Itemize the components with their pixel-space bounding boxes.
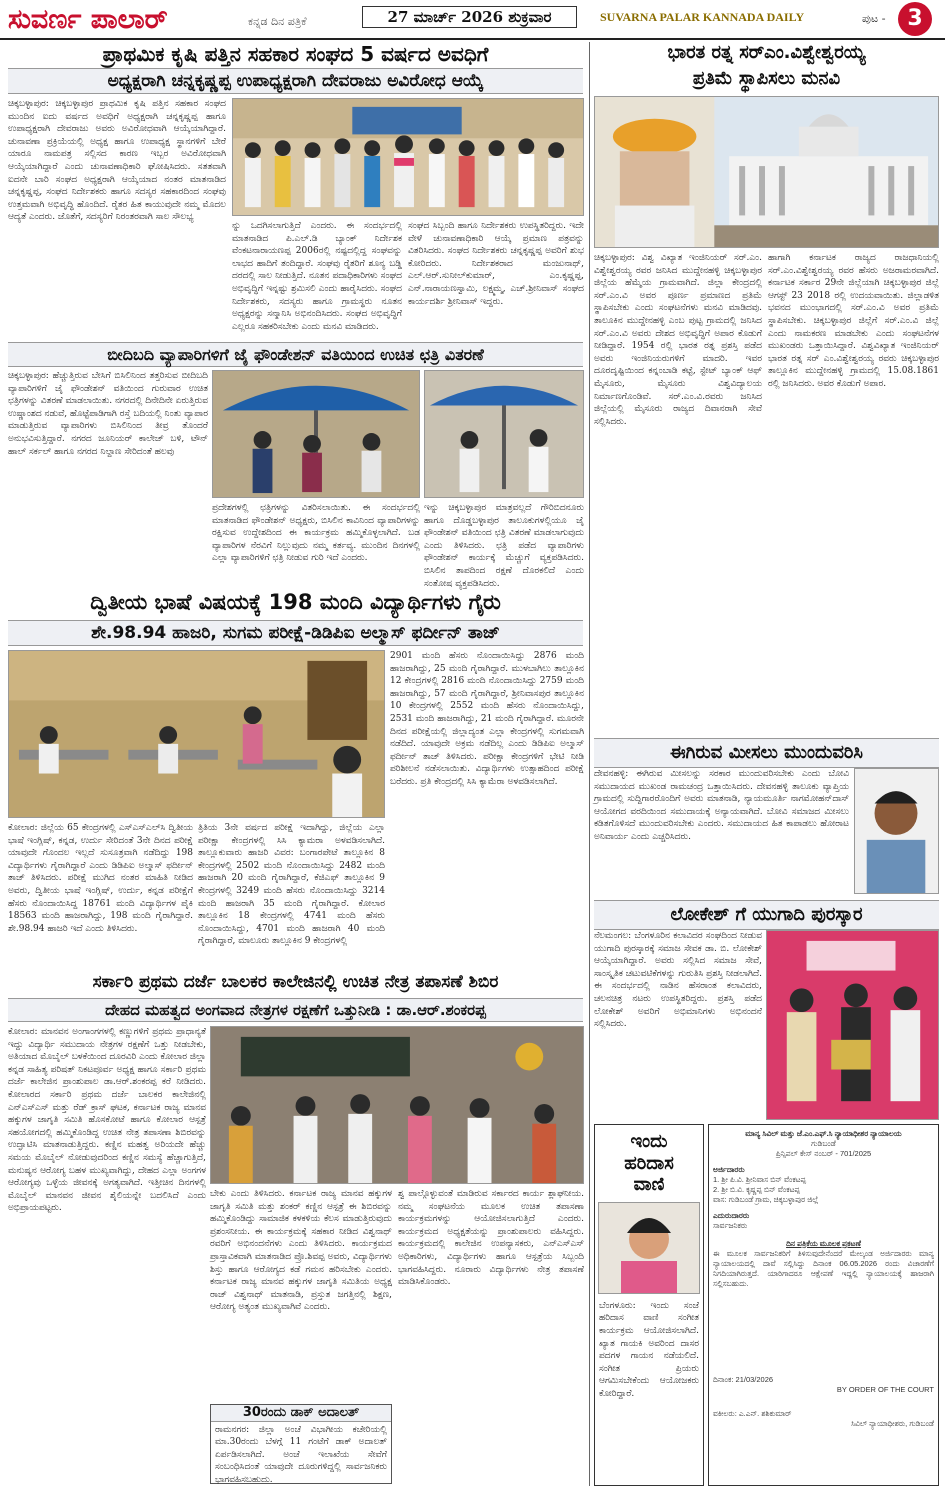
story3-right-col: 2901 ಮಂದಿ ಹೆಸರು ನೊಂದಾಯಿಸಿದ್ದು 2876 ಮಂದಿ ಹಾಜರಾಗಿದ್ದು, 25 ಮಂದಿ ಗೈರಾಗಿದ್ದಾರೆ. ಮುಳಬಾಗಿಲು ತಾಲ್ಲೂಕಿನ 12 ಕೇಂದ್ರಗಳಲ್ಲಿ 2816 ಮಂದಿ ನೊಂದಾಯಿಸಿದ್ದು 2759 ಮಂದಿ ಹಾಜರಾಗಿದ್ದು, 57 ಮಂದಿ ಗೈರಾಗಿದ್ದಾರೆ, ಶ್ರೀನಿವಾಸಪುರ ತಾಲ್ಲೂಕಿನ 10 ಕೇಂದ್ರಗಳಲ್ಲಿ 2552 ಮಂದಿ ಹೆಸರು ನೊಂದಾಯಿಸಿದ್ದು, 2531 ಮಂದಿ ಹಾಜರಾಗಿದ್ದು, 21 ಮಂದಿ ಗೈರಾಗಿದ್ದಾರೆ. ಮೂರನೇ ದಿನದ ಪರೀಕ್ಷೆಯಲ್ಲಿ ಜಿಲ್ಲಾದ್ಯಂತ ಎಲ್ಲಾ ಕೇಂದ್ರಗಳಲ್ಲಿ ಸುಗಮವಾಗಿ ನಡೆದಿದೆ. ಯಾವುದೇ ಅಕ್ರಮ ನಡೆದಿಲ್ಲ ಎಂದು ಡಿಡಿಪಿಐ ಅಲ್ಮಾಸ್ ಫರ್ದೀನ್ ತಾಜ್ ತಿಳಿಸಿದರು. ಪರೀಕ್ಷಾ ಕೇಂದ್ರಗಳಿಗೆ ಭೇಟಿ ನೀಡಿ ಪರಿಶೀಲನೆ ನಡೆಸಲಾಯಿತು. ವಿದ್ಯಾರ್ಥಿಗಳು ಉತ್ಸಾಹದಿಂದ ಪರೀಕ್ಷೆ ಬರೆದರು. ಪ್ರತಿ ಕೇಂದ್ರದಲ್ಲಿ ಸಿಸಿ ಕ್ಯಾಮೆರಾ ಅಳವಡಿಸಲಾಗಿದೆ. [390,651,584,787]
story3-bottom-col-1: ಕೋಲಾರ: ಜಿಲ್ಲೆಯ 65 ಕೇಂದ್ರಗಳಲ್ಲಿ ಎಸ್ಎಸ್ಎಲ್‌ಸಿ ದ್ವಿತೀಯ ಭಾಷೆ ಇಂಗ್ಲಿಷ್, ಕನ್ನಡ, ಉರ್ದು ಸೇರಿದಂತೆ 3ನೇ ದಿನದ ಪರೀಕ್ಷೆ ಯಾವುದೇ ಗೊಂದಲ ಇಲ್ಲದೆ ಸುಸೂತ್ರವಾಗಿ ನಡೆದಿದ್ದು 198 ವಿದ್ಯಾರ್ಥಿಗಳು ಗೈರಾಗಿದ್ದಾರೆ ಎಂದು ಡಿಡಿಪಿಐ ಅಲ್ಮಾಸ್ ಫರ್ದೀನ್ ತಾಜ್ ತಿಳಿಸಿದರು. ಪರೀಕ್ಷೆ ಮುಗಿದ ನಂತರ ಮಾಹಿತಿ ನೀಡಿದ ಅವರು, ದ್ವಿತೀಯ ಭಾಷೆ ಇಂಗ್ಲಿಷ್, ಉರ್ದು, ಕನ್ನಡ ಪರೀಕ್ಷೆಗೆ ಹೆಸರು ನೊಂದಾಯಿಸಿದ್ದ 18761 ಮಂದಿ ವಿದ್ಯಾರ್ಥಿಗಳ ಪೈಕಿ 18563 ಮಂದಿ ಹಾಜರಾಗಿದ್ದು, 198 ಮಂದಿ ಗೈರಾಗಿದ್ದಾರೆ. ಶೇ.98.94 ಹಾಜರಿ ಇದೆ ಎಂದು ತಿಳಿಸಿದರು. [8,823,193,934]
right-story1-headline-1: ಭಾರತ ರತ್ನ ಸರ್‌ಎಂ.ವಿಶ್ವೇಶ್ವರಯ್ಯ [667,42,866,63]
notice-petitioner-label: ಅರ್ಜಿದಾರರು [713,1165,745,1174]
notice-respondent-label: ಎದುರುದಾರರು [713,1211,750,1220]
ad-title-2: ಹರಿದಾಸ [624,1152,674,1174]
story4-photo-lamp-lighting [210,1026,584,1184]
right-story3-body: ನೆಲಮಂಗಲ: ಬೆಂಗಳೂರಿನ ಕಲಾವಿದರ ಸಂಘದಿಂದ ನೀಡುವ ಯುಗಾದಿ ಪುರಸ್ಕಾರಕ್ಕೆ ಸಮಾಜ ಸೇವಕ ಡಾ. ಬಿ. ಲೋಕೇಶ್ ಆಯ್ಕೆಯಾಗಿದ್ದಾರೆ. ಅವರು ಸಲ್ಲಿಸಿದ ಸಮಾಜ ಸೇವೆ, ಸಾಂಸ್ಕೃತಿಕ ಚಟುವಟಿಕೆಗಳನ್ನು ಗುರುತಿಸಿ ಪ್ರಶಸ್ತಿ ನೀಡಲಾಗಿದೆ. ಈ ಸಂದರ್ಭದಲ್ಲಿ ನಾಡಿನ ಹೆಸರಾಂತ ಕಲಾವಿದರು, ಚಲನಚಿತ್ರ ನಟರು ಉಪಸ್ಥಿತರಿದ್ದರು. ಪ್ರಶಸ್ತಿ ಪಡೆದ ಲೋಕೇಶ್ ಅವರಿಗೆ ಅಭಿಮಾನಿಗಳು ಅಭಿನಂದನೆ ಸಲ್ಲಿಸಿದರು. [594,931,762,1030]
notice-court: ಮಾನ್ಯ ಸಿವಿಲ್ ಮತ್ತು ಜೆ.ಎಂ.ಎಫ್.ಸಿ ನ್ಯಾಯಾಧೀಶರ ನ್ಯಾಯಾಲಯ [745,1129,902,1138]
story4-col-2: ಬೇಕು ಎಂದು ತಿಳಿಸಿದರು. ಕರ್ನಾಟಕ ರಾಜ್ಯ ಮಾನವ ಹಕ್ಕುಗಳ ಜಾಗೃತಿ ಸಮಿತಿ ಮತ್ತು ಶಂಕರ್ ಕಣ್ಣಿನ ಆಸ್ಪತ್ರೆ ಈ ಶಿಬಿರವನ್ನು ಹಮ್ಮಿಕೊಂಡಿದ್ದು ಸಾಮಾಜಿಕ ಕಳಕಳಿಯ ಕೆಲಸ ಮಾಡುತ್ತಿರುವುದು ಪ್ರಶಂಸನೀಯ. ಈ ಕಾರ್ಯಕ್ರಮಕ್ಕೆ ಸಹಕಾರ ನೀಡಿದ ವಿಶ್ವನಾಥ್ ರವರಿಗೆ ಅಭಿನಂದನೆಗಳು ಎಂದು ತಿಳಿಸಿದರು. ಕಾರ್ಯಕ್ರಮದ ಪ್ರಾಸ್ತಾವಿಕವಾಗಿ ಮಾತನಾಡಿದ ಪ್ರೊ.ಶಿವಪ್ಪ ಅವರು, ವಿದ್ಯಾರ್ಥಿಗಳು ಶಿಸ್ತು ಹಾಗೂ ಆರೋಗ್ಯದ ಕಡೆ ಗಮನ ಹರಿಸಬೇಕು ಎಂದರು. ಕರ್ನಾಟಕ ರಾಜ್ಯ ಮಾನವ ಹಕ್ಕುಗಳ ಜಾಗೃತಿ ಸಮಿತಿಯ ಅಧ್ಯಕ್ಷ ರಾಜ್ ವಿಶ್ವನಾಥ್ ಮಾತನಾಡಿ, ಪ್ರಸ್ತುತ ಜಗತ್ತಿನಲ್ಲಿ ಶಿಕ್ಷಣ, ಆರೋಗ್ಯ ಅತ್ಯಂತ ಮುಖ್ಯವಾಗಿವೆ ಎಂದರು. [210,1189,392,1313]
right-story2-portrait [854,768,939,894]
story2-photo-2 [424,370,584,498]
legal-notice [708,1124,939,1486]
story4-col-1: ಕೋಲಾರ: ಮಾನವನ ಅಂಗಾಂಗಗಳಲ್ಲಿ ಕಣ್ಣುಗಳಿಗೆ ಪ್ರಥಮ ಪ್ರಾಧಾನ್ಯತೆ ಇದ್ದು ವಿದ್ಯಾರ್ಥಿ ಸಮುದಾಯ ನೇತ್ರಗಳ ರಕ್ಷಣೆಗೆ ಒತ್ತು ನೀಡಬೇಕು, ಅತಿಯಾದ ಮೊಬೈಲ್ ಬಳಕೆಯಿಂದ ದೂರವಿರಿ ಎಂದು ಕೋಲಾರ ಜಿಲ್ಲಾ ಕನ್ನಡ ಸಾಹಿತ್ಯ ಪರಿಷತ್ ನಿಕಟಪೂರ್ವ ಅಧ್ಯಕ್ಷ ಹಾಗೂ ಸರ್ಕಾರಿ ಪ್ರಥಮ ದರ್ಜೆ ಕಾಲೇಜಿನ ಪ್ರಾಂಶುಪಾಲ ಡಾ.ಆರ್.ಶಂಕರಪ್ಪ ಕರೆ ನೀಡಿದರು. ಕೋಲಾರದ ಸರ್ಕಾರಿ ಪ್ರಥಮ ದರ್ಜೆ ಬಾಲಕರ ಕಾಲೇಜಿನಲ್ಲಿ ಎನ್‌ಎಸ್‌ಎಸ್ ಮತ್ತು ರೆಡ್ ಕ್ರಾಸ್ ಘಟಕ, ಕರ್ನಾಟಕ ರಾಜ್ಯ ಮಾನವ ಹಕ್ಕುಗಳ ಜಾಗೃತಿ ಸಮಿತಿ ಹೊಸಕೋಟೆ ಹಾಗೂ ಕೋಲಾರ ಆಸ್ಪತ್ರೆ ಸಹಯೋಗದಲ್ಲಿ ಹಮ್ಮಿಕೊಂಡಿದ್ದ ಉಚಿತ ನೇತ್ರ ತಪಾಸಣಾ ಶಿಬಿರವನ್ನು ಉದ್ಘಾಟಿಸಿ ಮಾತನಾಡುತ್ತಿದ್ದರು. ಕಣ್ಣಿನ ಮಹತ್ವ ಅರಿಯದೇ ಹೆಚ್ಚು ಸಮಯ ಮೊಬೈಲ್ ನೋಡುವುದರಿಂದ ಕಣ್ಣಿನ ಸಮಸ್ಯೆ ಹೆಚ್ಚಾಗುತ್ತಿದೆ, ಮನುಷ್ಯನ ಆರೋಗ್ಯ ಬಹಳ ಮುಖ್ಯವಾಗಿದ್ದು, ದೇಹದ ಎಲ್ಲಾ ಅಂಗಗಳ ಆರೋಗ್ಯವು ಒಳ್ಳೆಯ ಜೀವನಕ್ಕೆ ಅಗತ್ಯವಾಗಿದೆ. ಇತ್ತೀಚಿನ ದಿನಗಳಲ್ಲಿ ಮೊಬೈಲ್ ಮಾನವನ ಜೀವನ ಶೈಲಿಯನ್ನೇ ಬದಲಿಸಿದೆ ಎಂದು ಅಭಿಪ್ರಾಯಪಟ್ಟರು. [8,1027,206,1214]
notice-petitioner-2: 2. ಶ್ರೀ ಬಿ.ವಿ. ಕೃಷ್ಣಪ್ಪ ಬಿನ್ ವೆಂಕಟಪ್ಪ [713,1185,800,1194]
visvesvaraya-vidhana-soudha-photo [594,96,939,248]
story1-headline-2: ಅಧ್ಯಕ್ಷರಾಗಿ ಚನ್ನಕೃಷ್ಣಪ್ಪ ಉಪಾಧ್ಯಕ್ಷರಾಗಿ ದೇವರಾಜು ಅವಿರೋಧ ಆಯ್ಕೆ [8,68,583,94]
notice-address: ವಾಸ: ಗುಡಿಬಂಡೆ ಗ್ರಾಮ, ಚಿಕ್ಕಬಳ್ಳಾಪುರ ಜಿಲ್ಲೆ [713,1195,819,1204]
ad-title-1: ಇಂದು [630,1131,668,1152]
story1-col-3: ಸಂಘದ ಸಿಬ್ಬಂದಿ ಹಾಗೂ ನಿರ್ದೇಶಕರು ಉಪಸ್ಥಿತರಿದ್ದರು. ಇದೇ ವೇಳೆ ಚುನಾವಣಾಧಿಕಾರಿ ಆಯ್ಕೆ ಪ್ರಮಾಣ ಪತ್ರವನ್ನು ವಿತರಿಸಿದರು. ಸಂಘದ ನಿರ್ದೇಶಕರು ಚನ್ನಕೃಷ್ಣಪ್ಪ ಅವರಿಗೆ ಶುಭ ಕೋರಿದರು. ನಿರ್ದೇಶಕರಾದ ಮಂಜುನಾಥ್, ಎಲ್.ಆರ್.ಸುನೀಲ್‌ಕುಮಾರ್, ಎಂ.ಕೃಷ್ಣಪ್ಪ, ಎನ್.ನಾರಾಯಣಸ್ವಾಮಿ, ಲಕ್ಷ್ಮಮ್ಮ, ಎಚ್.ಶ್ರೀನಿವಾಸ್ ಸಂಘದ ಕಾರ್ಯದರ್ಶಿ ಶ್ರೀನಿವಾಸ್ ಇದ್ದರು. [408,221,584,307]
brand-title: ಸುವರ್ಣ ಪಾಲಾರ್ [8,4,168,35]
right-story1-col-2: ಹಾಗಾಗಿ ಕರ್ನಾಟಕ ರಾಜ್ಯದ ರಾಜಧಾನಿಯಲ್ಲಿ ಸರ್.ಎಂ.ವಿಶ್ವೇಶ್ವರಯ್ಯ ರವರ ಹೆಸರು ಅಜರಾಮರವಾಗಿದೆ. ಕರ್ನಾಟಕ ಸರ್ಕಾರ 29ನೇ ಜಿಲ್ಲೆಯಾಗಿ ಚಿಕ್ಕಬಳ್ಳಾಪುರ ಜಿಲ್ಲೆ ಆಗಸ್ಟ್ 23 2018 ರಲ್ಲಿ ಉದಯವಾಯಿತು. ಜಿಲ್ಲಾಡಳಿತ ಭವನದ ಮುಂಭಾಗದಲ್ಲಿ ಸರ್.ಎಂ.ವಿ ಅವರ ಪ್ರತಿಮೆ ಸ್ಥಾಪಿಸಬೇಕು. ಚಿಕ್ಕಬಳ್ಳಾಪುರ ಜಿಲ್ಲೆಗೆ ಸರ್.ಎಂ.ವಿ ಜಿಲ್ಲೆ ಎಂದು ನಾಮಕರಣ ಮಾಡಬೇಕು ಎಂದು ಸಂಘಟನೆಗಳ ಮುಖಂಡರು ಒತ್ತಾಯಿಸಿದ್ದಾರೆ. ವಿಶ್ವವಿಖ್ಯಾತ ಇಂಜಿನಿಯರ್ ಭಾರತ ರತ್ನ ಸರ್ ಎಂ.ವಿಶ್ವೇಶ್ವರಯ್ಯ ರವರು ಚಿಕ್ಕಬಳ್ಳಾಪುರ ತಾಲ್ಲೂಕಿನ ಮುದ್ದೇನಹಳ್ಳಿ ಗ್ರಾಮದಲ್ಲಿ 15.08.1861 ರಲ್ಲಿ ಜನಿಸಿದರು. ಅವರ ಕೊಡುಗೆ ಅಪಾರ. [768,253,939,389]
page-number: 3 [898,2,932,36]
right-story2-body: ದೇವನಹಳ್ಳಿ: ಈಗಿರುವ ಮೀಸಲನ್ನು ಸರಕಾರ ಮುಂದುವರಿಸಬೇಕು ಎಂದು ಬೋವಿ ಸಮುದಾಯದ ಮುಖಂಡ ರಾಮಚಂದ್ರ ಒತ್ತಾಯಿಸಿದರು. ದೇವನಹಳ್ಳಿ ತಾಲೂಕು ವ್ಯಾಪ್ತಿಯ ಗ್ರಾಮದಲ್ಲಿ ಸುದ್ದಿಗಾರರೊಂದಿಗೆ ಅವರು ಮಾತನಾಡಿ, ನ್ಯಾಯಮೂರ್ತಿ ನಾಗಮೋಹನ್‌ದಾಸ್ ಆಯೋಗದ ವರದಿಯಿಂದ ಸಮುದಾಯಕ್ಕೆ ಅನ್ಯಾಯವಾಗಿದೆ. ಬೋವಿ ಸಮಾಜದ ಮೀಸಲು ಕಡಿತಗೊಳಿಸದೆ ಮುಂದುವರಿಸಬೇಕು ಎಂದರು. ಸಮುದಾಯದ ಹಿತ ಕಾಪಾಡಲು ಹೋರಾಟ ಅನಿವಾರ್ಯ ಎಂದು ಎಚ್ಚರಿಸಿದರು. [594,769,849,842]
notice-advocate: ವಕೀಲರು: ಎ.ಎನ್. ಶಶಿಕುಮಾರ್ [713,1409,792,1418]
notice-date: ದಿನಾಂಕ: 21/03/2026 [713,1375,774,1384]
story1-col-1: ಚಿಕ್ಕಬಳ್ಳಾಪುರ: ಚಿಕ್ಕಬಳ್ಳಾಪುರ ಪ್ರಾಥಮಿಕ ಕೃಷಿ ಪತ್ತಿನ ಸಹಕಾರ ಸಂಘದ ಮುಂದಿನ ಐದು ವರ್ಷದ ಅವಧಿಗೆ ಅಧ್ಯಕ್ಷರಾಗಿ ಚನ್ನಕೃಷ್ಣಪ್ಪ ಹಾಗೂ ಉಪಾಧ್ಯಕ್ಷರಾಗಿ ದೇವರಾಜು ಅವರು ಅವಿರೋಧವಾಗಿ ಆಯ್ಕೆಯಾಗಿದ್ದಾರೆ. ಚುನಾವಣಾ ಪ್ರಕ್ರಿಯೆಯಲ್ಲಿ ಅಧ್ಯಕ್ಷ ಹಾಗೂ ಉಪಾಧ್ಯಕ್ಷ ಸ್ಥಾನಗಳಿಗೆ ಬೇರೆ ಯಾರೂ ನಾಮಪತ್ರ ಸಲ್ಲಿಸದ ಕಾರಣ ಇಬ್ಬರ ಅವಿರೋಧವಾಗಿ ಆಯ್ಕೆಯಾಗಿದ್ದಾರೆ ಎಂದು ಚುನಾವಣಾಧಿಕಾರಿ ಘೋಷಿಸಿದರು. ಸತತವಾಗಿ ಐದನೇ ಬಾರಿ ಸಂಘದ ಅಧ್ಯಕ್ಷರಾಗಿ ಆಯ್ಕೆಯಾದ ನಂತರ ಮಾತನಾಡಿದ ಚನ್ನಕೃಷ್ಣಪ್ಪ, ಸಂಘದ ನಿರ್ದೇಶಕರು ಹಾಗೂ ಸದಸ್ಯರ ಸಹಕಾರದಿಂದ ಸಂಘವು ಉತ್ತಮವಾಗಿ ಅಭಿವೃದ್ಧಿ ಹೊಂದಿದೆ. ರೈತರ ಹಿತ ಕಾಯುವುದೇ ನಮ್ಮ ಮೊದಲ ಆದ್ಯತೆ ಎಂದರು. ಜೊತೆಗೆ, ಸದಸ್ಯರಿಗೆ ನಿರಂತರವಾಗಿ ಸಾಲ ಸೌಲಭ್ಯ [8,99,226,223]
story4-headline-2: ದೇಹದ ಮಹತ್ವದ ಅಂಗವಾದ ನೇತ್ರಗಳ ರಕ್ಷಣೆಗೆ ಒತ್ತುನೀಡಿ : ಡಾ.ಆರ್.ಶಂಕರಪ್ಪ [8,998,583,1022]
story4-col-3: ಶ್ವ ಪಾಲ್ಗೊಳ್ಳುವಂತೆ ಮಾಡಿರುವ ಸರ್ಕಾರದ ಕಾರ್ಯ ಶ್ಲಾಘನೀಯ. ನಮ್ಮ ಸಂಘಟನೆಯ ಮೂಲಕ ಉಚಿತ ತಪಾಸಣಾ ಕಾರ್ಯಕ್ರಮಗಳನ್ನು ಆಯೋಜಿಸಲಾಗುತ್ತಿದೆ ಎಂದರು. ಕಾರ್ಯಕ್ರಮದ ಅಧ್ಯಕ್ಷತೆಯನ್ನು ಪ್ರಾಂಶುಪಾಲರು ವಹಿಸಿದ್ದರು. ಕಾರ್ಯಕ್ರಮದಲ್ಲಿ ಕಾಲೇಜಿನ ಉಪನ್ಯಾಸಕರು, ಎನ್‌ಎಸ್‌ಎಸ್ ಅಧಿಕಾರಿಗಳು, ವಿದ್ಯಾರ್ಥಿಗಳು ಹಾಗೂ ಆಸ್ಪತ್ರೆಯ ಸಿಬ್ಬಂದಿ ಭಾಗವಹಿಸಿದ್ದರು. ನೂರಾರು ವಿದ್ಯಾರ್ಥಿಗಳು ನೇತ್ರ ತಪಾಸಣೆ ಮಾಡಿಸಿಕೊಂಡರು. [398,1189,584,1288]
paper-name-en: SUVARNA PALAR KANNADA DAILY [600,10,805,24]
right-story2-headline: ಈಗಿರುವ ಮೀಸಲು ಮುಂದುವರಿಸಿ [594,738,939,768]
page-label: ಪುಟ - [862,12,886,25]
story3-headline-2: ಶೇ.98.94 ಹಾಜರಿ, ಸುಗಮ ಪರೀಕ್ಷೆ-ಡಿಡಿಪಿಐ ಅಲ್ಮಾಸ್ ಫರ್ದೀನ್ ತಾಜ್ [8,620,583,646]
story2-col-1: ಚಿಕ್ಕಬಳ್ಳಾಪುರ: ಹೆಚ್ಚುತ್ತಿರುವ ಬೇಸಿಗೆ ಬಿಸಿಲಿನಿಂದ ತತ್ತರಿಸುವ ಬೀದಿಬದಿ ವ್ಯಾಪಾರಿಗಳಿಗೆ ಜೈ ಫೌಂಡೇಶನ್ ವತಿಯಿಂದ ಗುರುವಾರ ಉಚಿತ ಛತ್ರಿಗಳನ್ನು ವಿತರಣೆ ಮಾಡಲಾಯಿತು. ನಗರದಲ್ಲಿ ದಿನೇದಿನೇ ಏರುತ್ತಿರುವ ಉಷ್ಣಾಂಶದ ನಡುವೆ, ಹೊಟ್ಟೆಪಾಡಿಗಾಗಿ ರಸ್ತೆ ಬದಿಯಲ್ಲಿ ನಿಂತು ವ್ಯಾಪಾರ ಮಾಡುತ್ತಿರುವ ವ್ಯಾಪಾರಿಗಳು ಬಿಸಿಲಿನಿಂದ ತೀವ್ರ ತೊಂದರೆ ಅನುಭವಿಸುತ್ತಿದ್ದಾರೆ. ನಗರದ ಜೂನಿಯರ್ ಕಾಲೇಜ್ ಬಳಿ, ಟೌನ್ ಹಾಲ್ ಸರ್ಕಲ್ ಹಾಗೂ ನಗರದ ನಿಲ್ದಾಣ ಸೇರಿದಂತೆ ಹಲವು [8,371,208,457]
story1-headline-1: ಪ್ರಾಥಮಿಕ ಕೃಷಿ ಪತ್ತಿನ ಸಹಕಾರ ಸಂಘದ 5 ವರ್ಷದ ಅವಧಿಗೆ [102,42,489,66]
notice-petitioner-1: 1. ಶ್ರೀ ಪಿ.ವಿ. ಶ್ರೀನಿವಾಸ ಬಿನ್ ವೆಂಕಟಪ್ಪ [713,1175,807,1184]
story3-bottom-col-2: ತ್ರಿತಿಯ 3ನೇ ವರ್ಷದ ಪರೀಕ್ಷೆ ಇದಾಗಿದ್ದು, ಜಿಲ್ಲೆಯ ಎಲ್ಲಾ ಪರೀಕ್ಷಾ ಕೇಂದ್ರಗಳಲ್ಲಿ ಸಿಸಿ ಕ್ಯಾಮರಾ ಅಳವಡಿಸಲಾಗಿದೆ. ತಾಲ್ಲೂಕುವಾರು ಹಾಜರಿ ವಿವರ: ಬಂಗಾರಪೇಟೆ ತಾಲ್ಲೂಕಿನ 8 ಕೇಂದ್ರಗಳಲ್ಲಿ 2502 ಮಂದಿ ನೊಂದಾಯಿಸಿದ್ದು 2482 ಮಂದಿ ಹಾಜರಾಗಿ 20 ಮಂದಿ ಗೈರಾಗಿದ್ದಾರೆ, ಕೆಜಿಎಫ್ ತಾಲ್ಲೂಕಿನ 9 ಕೇಂದ್ರಗಳಲ್ಲಿ 3249 ಮಂದಿ ಹೆಸರು ನೊಂದಾಯಿಸಿದ್ದು 3214 ಮಂದಿ ಹಾಜರಾಗಿ 35 ಮಂದಿ ಗೈರಾಗಿದ್ದಾರೆ. ಕೋಲಾರ ತಾಲ್ಲೂಕಿನ 18 ಕೇಂದ್ರಗಳಲ್ಲಿ 4741 ಮಂದಿ ಹೆಸರು ನೊಂದಾಯಿಸಿದ್ದು, 4701 ಮಂದಿ ಹಾಜರಾಗಿ 40 ಮಂದಿ ಗೈರಾಗಿದ್ದಾರೆ, ಮಾಲೂರು ತಾಲ್ಲೂಕಿನ 9 ಕೇಂದ್ರಗಳಲ್ಲಿ [198,823,385,947]
dateline: 27 ಮಾರ್ಚ್ 2026 ಶುಕ್ರವಾರ [362,6,577,28]
notice-signature: ಸಿವಿಲ್ ನ್ಯಾಯಾಧೀಶರು, ಗುಡಿಬಂಡೆ [850,1419,934,1428]
right-story3-headline: ಲೋಕೇಶ್ ಗೆ ಯುಗಾದಿ ಪುರಸ್ಕಾರ [594,900,939,930]
notice-case-no: ಪ್ರಿನ್ಸಿಪಲ್ ಕೇಸ್ ನಂಬರ್ - 701/2025 [775,1149,872,1158]
story2-col-3: ಇನ್ನು ಚಿಕ್ಕಬಳ್ಳಾಪುರ ಮಾತ್ರವಲ್ಲದೆ ಗೌರಿಬಿದನೂರು ಹಾಗೂ ದೊಡ್ಡಬಳ್ಳಾಪುರ ತಾಲೂಕುಗಳಲ್ಲಿಯೂ ಜೈ ಫೌಂಡೇಶನ್ ವತಿಯಿಂದ ಛತ್ರಿ ವಿತರಣೆ ಮಾಡಲಾಗುವುದು ಎಂದು ತಿಳಿಸಿದರು. ಛತ್ರಿ ಪಡೆದ ವ್ಯಾಪಾರಿಗಳು ಫೌಂಡೇಶನ್ ಕಾರ್ಯಕ್ಕೆ ಮೆಚ್ಚುಗೆ ವ್ಯಕ್ತಪಡಿಸಿದರು. ಬಿಸಿಲಿನ ತಾಪದಿಂದ ರಕ್ಷಣೆ ದೊರಕಲಿದೆ ಎಂದು ಸಂತೋಷ ವ್ಯಕ್ತಪಡಿಸಿದರು. [424,503,584,589]
dak-adalat-body: ರಾಮನಗರ: ಜಿಲ್ಲಾ ಅಂಚೆ ವಿಭಾಗೀಯ ಕಚೇರಿಯಲ್ಲಿ ಮಾ.30ರಂದು ಬೆಳಗ್ಗೆ 11 ಗಂಟೆಗೆ ಡಾಕ್ ಅದಾಲತ್ ಏರ್ಪಡಿಸಲಾಗಿದೆ. ಅಂಚೆ ಇಲಾಖೆಯ ಸೇವೆಗೆ ಸಂಬಂಧಿಸಿದಂತೆ ಯಾವುದೇ ದೂರುಗಳಿದ್ದಲ್ಲಿ ಸಾರ್ವಜನಿಕರು ಭಾಗವಹಿಸಬಹುದು. [215,1424,387,1485]
notice-order: BY ORDER OF THE COURT [836,1385,934,1394]
column-divider [589,42,590,1486]
story2-col-2: ಪ್ರದೇಶಗಳಲ್ಲಿ ಛತ್ರಿಗಳನ್ನು ವಿತರಿಸಲಾಯಿತು. ಈ ಸಂದರ್ಭದಲ್ಲಿ ಮಾತನಾಡಿದ ಫೌಂಡೇಶನ್ ಅಧ್ಯಕ್ಷರು, ಬಿಸಿಲಿನ ಕಾವಿನಿಂದ ವ್ಯಾಪಾರಿಗಳನ್ನು ರಕ್ಷಿಸುವ ಉದ್ದೇಶದಿಂದ ಈ ಕಾರ್ಯಕ್ರಮ ಹಮ್ಮಿಕೊಳ್ಳಲಾಗಿದೆ. ಬಡ ವ್ಯಾಪಾರಿಗಳ ನೆರವಿಗೆ ನಿಲ್ಲುವುದು ನಮ್ಮ ಕರ್ತವ್ಯ. ಮುಂದಿನ ದಿನಗಳಲ್ಲಿ ಎಲ್ಲಾ ವ್ಯಾಪಾರಿಗಳಿಗೆ ಛತ್ರಿ ನೀಡುವ ಗುರಿ ಇದೆ ಎಂದರು. [212,503,420,564]
dak-adalat-box [210,1404,392,1484]
story3-photo-exam-hall [8,650,385,818]
masthead [0,0,945,40]
ad-title-3: ವಾಣಿ [633,1174,665,1196]
story1-photo-group [232,98,584,216]
tagline: ಕನ್ನಡ ದಿನ ಪತ್ರಿಕೆ [248,15,307,28]
notice-place: ಗುಡಿಬಂಡೆ [811,1139,836,1148]
haridasa-vani-ad [594,1124,704,1486]
right-story1-col-1: ಚಿಕ್ಕಬಳ್ಳಾಪುರ: ವಿಶ್ವ ವಿಖ್ಯಾತ ಇಂಜಿನಿಯರ್ ಸರ್.ಎಂ. ವಿಶ್ವೇಶ್ವರಯ್ಯ ರವರ ಜನಿಸಿದ ಮುದ್ದೇನಹಳ್ಳಿ ಚಿಕ್ಕಬಳ್ಳಾಪುರ ಜಿಲ್ಲೆಯ ಹೆಮ್ಮೆಯ ಗ್ರಾಮವಾಗಿದೆ. ಜಿಲ್ಲಾ ಕೇಂದ್ರದಲ್ಲಿ ಸರ್.ಎಂ.ವಿ ಅವರ ಪೂರ್ಣ ಪ್ರಮಾಣದ ಪ್ರತಿಮೆ ಸ್ಥಾಪಿಸಬೇಕು ಎಂದು ಸಂಘಟನೆಗಳು ಮನವಿ ಮಾಡಿದವು. ತಾಲೂಕಿನ ಮುದ್ದೇನಹಳ್ಳಿ ಎಂಬ ಪುಟ್ಟ ಗ್ರಾಮದಲ್ಲಿ ಜನಿಸಿದ ಸರ್.ಎಂ.ವಿ ಅವರು ದೇಶದ ಅಭಿವೃದ್ಧಿಗೆ ಅಪಾರ ಕೊಡುಗೆ ನೀಡಿದ್ದಾರೆ. 1954 ರಲ್ಲಿ ಭಾರತ ರತ್ನ ಪ್ರಶಸ್ತಿ ಪಡೆದ ಅವರು ಇಂಜಿನಿಯರುಗಳಿಗೆ ಮಾದರಿ. ಇವರ ದೂರದೃಷ್ಟಿಯಿಂದ ಕನ್ನಂಬಾಡಿ ಕಟ್ಟೆ, ಸ್ಟೇಟ್ ಬ್ಯಾಂಕ್ ಆಫ್ ಮೈಸೂರು, ಮೈಸೂರು ವಿಶ್ವವಿದ್ಯಾಲಯ ನಿರ್ಮಾಣಗೊಂಡಿವೆ. ಸರ್.ಎಂ.ವಿ.ರವರು ಜನಿಸಿದ ಜಿಲ್ಲೆಯಲ್ಲಿ ಮೈಸೂರು ರಾಜ್ಯದ ದಿವಾನರಾಗಿ ಸೇವೆ ಸಲ್ಲಿಸಿದರು. [594,253,762,427]
dak-adalat-title: 30ರಂದು ಡಾಕ್ ಅದಾಲತ್ [211,1405,391,1422]
story4-headline-1: ಸರ್ಕಾರಿ ಪ್ರಥಮ ದರ್ಜೆ ಬಾಲಕರ ಕಾಲೇಜಿನಲ್ಲಿ ಉಚಿತ ನೇತ್ರ ತಪಾಸಣೆ ಶಿಬಿರ [92,972,499,992]
notice-body: ಈ ಮೂಲಕ ಸಾರ್ವಜನಿಕರಿಗೆ ತಿಳಿಸುವುದೇನೆಂದರೆ ಮೇಲ್ಕಂಡ ಅರ್ಜಿದಾರರು ಮಾನ್ಯ ನ್ಯಾಯಾಲಯದಲ್ಲಿ ದಾವೆ ಸಲ್ಲಿಸಿದ್ದು ದಿನಾಂಕ 06.05.2026 ರಂದು ವಿಚಾರಣೆಗೆ ನಿಗದಿಯಾಗಿರುತ್ತದೆ. ಯಾರಿಗಾದರೂ ಆಕ್ಷೇಪಣೆ ಇದ್ದಲ್ಲಿ ನ್ಯಾಯಾಲಯಕ್ಕೆ ಹಾಜರಾಗಿ ಸಲ್ಲಿಸಬಹುದು. [713,1249,934,1288]
notice-heading: ದಿನ ಪತ್ರಿಕೆಯ ಮೂಲಕ ಪ್ರಕಟಣೆ [786,1239,861,1248]
right-story1-headline-2: ಪ್ರತಿಮೆ ಸ್ಥಾಪಿಸಲು ಮನವಿ [692,68,841,89]
story2-headline: ಬೀದಿಬದಿ ವ್ಯಾಪಾರಿಗಳಿಗೆ ಜೈ ಫೌಂಡೇಶನ್ ವತಿಯಿಂದ ಉಚಿತ ಛತ್ರಿ ವಿತರಣೆ [8,342,583,367]
story1-col-2: ನ್ನು ಒದಗಿಸಲಾಗುತ್ತಿದೆ ಎಂದರು. ಈ ಸಂದರ್ಭದಲ್ಲಿ ಮಾತನಾಡಿದ ಪಿ.ಎಲ್.ಡಿ ಬ್ಯಾಂಕ್ ನಿರ್ದೇಶಕ ವೆಂಕಟನಾರಾಯಣಪ್ಪ 2006ರಲ್ಲಿ ನಷ್ಟದಲ್ಲಿದ್ದ ಸಂಘವನ್ನು ಲಾಭದ ಹಾದಿಗೆ ತಂದಿದ್ದಾರೆ. ಸಂಘವು ರೈತರಿಗೆ ಶೂನ್ಯ ಬಡ್ಡಿ ದರದಲ್ಲಿ ಸಾಲ ನೀಡುತ್ತಿದೆ. ನೂತನ ಪದಾಧಿಕಾರಿಗಳು ಸಂಘದ ಅಭಿವೃದ್ಧಿಗೆ ಇನ್ನಷ್ಟು ಶ್ರಮಿಸಲಿ ಎಂದು ಹಾರೈಸಿದರು. ಸಂಘದ ನಿರ್ದೇಶಕರು, ಸದಸ್ಯರು ಹಾಗೂ ಗ್ರಾಮಸ್ಥರು ನೂತನ ಅಧ್ಯಕ್ಷರನ್ನು ಸನ್ಮಾನಿಸಿ ಅಭಿನಂದಿಸಿದರು. ಸಂಘದ ಅಭಿವೃದ್ಧಿಗೆ ಎಲ್ಲರೂ ಸಹಕರಿಸಬೇಕು ಎಂದು ಮನವಿ ಮಾಡಿದರು. [232,221,402,332]
notice-respondent: ಸಾರ್ವಜನಿಕರು [713,1221,748,1230]
ad-singer-photo [598,1202,700,1294]
right-story3-award-photo [766,930,939,1120]
ad-body: ಬೆಂಗಳೂರು: ಇಂದು ಸಂಜೆ ಹರಿದಾಸ ವಾಣಿ ಸಂಗೀತ ಕಾರ್ಯಕ್ರಮ ಆಯೋಜಿಸಲಾಗಿದೆ. ಖ್ಯಾತ ಗಾಯಕಿ ಅವರಿಂದ ದಾಸರ ಪದಗಳ ಗಾಯನ ನಡೆಯಲಿದೆ. ಸಂಗೀತ ಪ್ರಿಯರು ಆಗಮಿಸಬೇಕೆಂದು ಆಯೋಜಕರು ಕೋರಿದ್ದಾರೆ. [599,1300,699,1399]
story2-photo-1 [212,370,420,498]
story3-headline-1: ದ್ವಿತೀಯ ಭಾಷೆ ವಿಷಯಕ್ಕೆ 198 ಮಂದಿ ವಿದ್ಯಾರ್ಥಿಗಳು ಗೈರು [90,590,501,614]
